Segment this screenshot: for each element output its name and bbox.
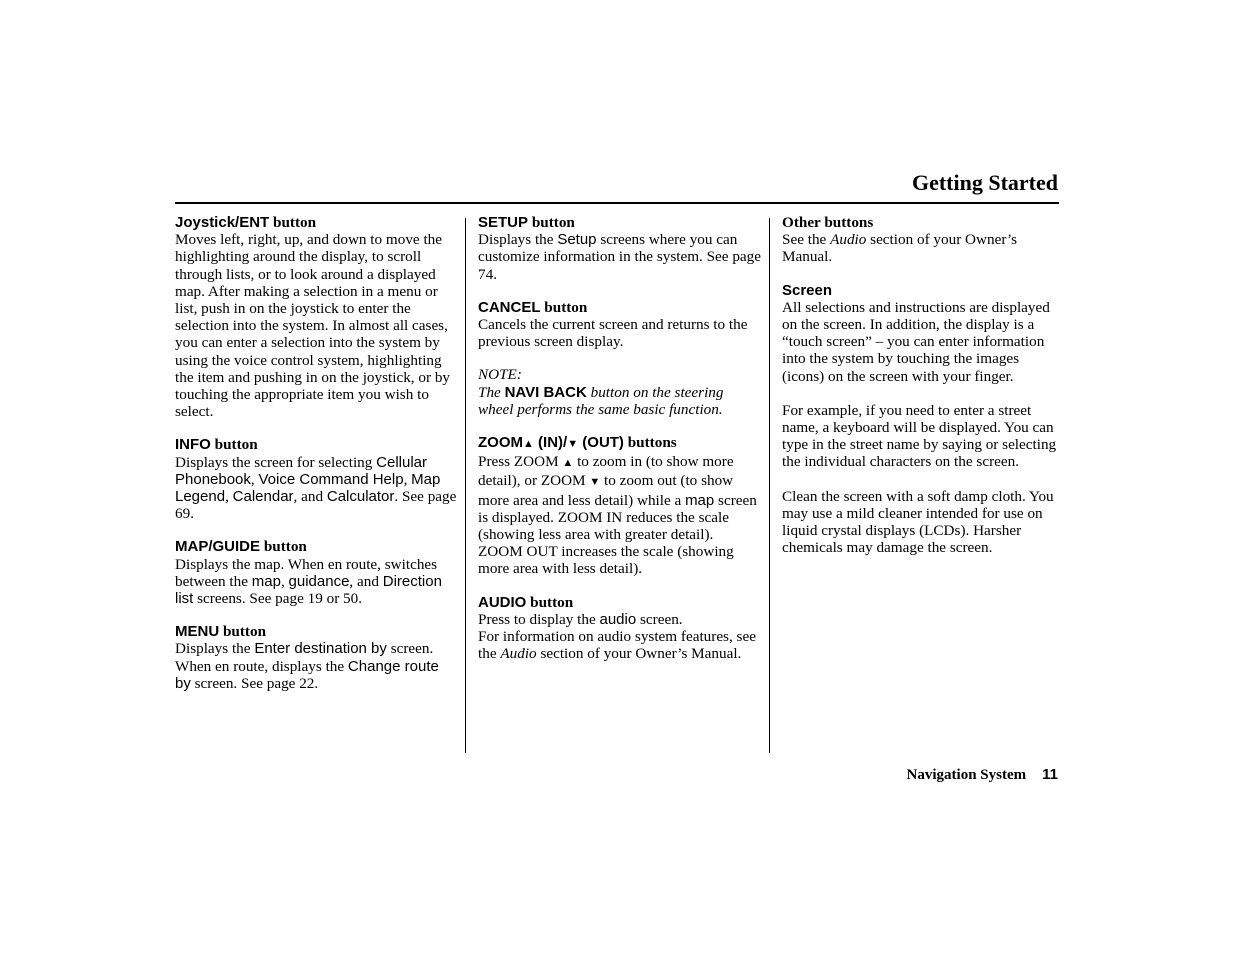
other-text-1: See the [782,231,831,249]
audio-heading [478,594,761,611]
info-suffix: button [210,436,258,454]
zoom-out-triangle-icon: ▼ [589,476,601,489]
info-item-phonebook: Cellular Phonebook [175,453,428,488]
zoom-text-4: screen is displayed. ZOOM IN reduces the scale (showing less area with greater detail). ZOOM OUT increases the scale (showing more area with less detail). [478,491,757,578]
screen-paragraph-1: All selections and instructions are displayed on the screen. In addition, the display is a “touch screen” – you can enter information into the system by touching the images (icons) on the screen with your finger. [782,298,1050,385]
menu-section [175,623,457,692]
audio-suffix: button [526,593,574,611]
joystick-suffix: button [269,214,317,231]
mapguide-text-2: , [280,572,289,590]
note-label: NOTE: [478,366,522,384]
audio-body-2 [478,628,761,662]
menu-body [175,640,457,692]
audio-item-audio: audio [599,610,637,628]
zoom-text-1: Press ZOOM [478,453,563,471]
column-1 [175,214,457,708]
info-section [175,436,457,522]
note-navi-back: NAVI BACK [504,383,587,401]
mapguide-item-map: map [251,572,281,590]
menu-item-change-route: Change route by [175,657,439,692]
zoom-down-triangle-icon: ▼ [567,438,579,451]
info-text-3: , [403,470,412,488]
cancel-heading [478,299,761,316]
screen-paragraph-2: For example, if you need to enter a street name, a keyboard will be displayed. You can type in the street name by saying or selecting the individual characters on the screen. [782,401,1057,471]
mapguide-section [175,538,457,607]
joystick-name: Joystick/ENT [175,214,270,231]
mapguide-heading [175,538,457,555]
mapguide-body [175,556,457,608]
screen-section [782,282,1062,557]
other-buttons-heading: Other buttons [782,214,874,231]
info-name: INFO [175,436,211,454]
info-text-5: , and [293,488,327,506]
audio-name: AUDIO [478,593,527,611]
mapguide-text-3: , and [349,572,383,590]
note-body [478,384,761,418]
column-2 [478,214,761,678]
setup-text-1: Displays the [478,231,558,249]
mapguide-text-4: screens. See page 19 or 50. [193,590,363,608]
info-item-calendar: Calendar [232,488,294,506]
page-title: Getting Started [911,170,1058,195]
audio-text-4: section of your Owner’s Manual. [536,645,742,663]
menu-text-3: screen. See page 22. [190,674,319,692]
info-heading [175,436,457,453]
zoom-in-triangle-icon: ▲ [562,457,574,470]
zoom-suffix: buttons [623,434,677,452]
info-text-1: Displays the screen for selecting [175,453,377,471]
zoom-up-triangle-icon: ▲ [523,438,534,451]
zoom-item-map: map [685,491,715,509]
page-number: 11 [1042,766,1058,783]
menu-item-enter-destination: Enter destination by [254,640,387,658]
setup-section [478,214,761,283]
zoom-heading [478,434,761,453]
mapguide-suffix: button [260,538,307,556]
mapguide-name: MAP/GUIDE [175,538,261,556]
mapguide-item-direction-list: Direction list [175,572,442,608]
audio-body-1 [478,611,761,628]
zoom-h3: (OUT) [578,434,624,452]
info-item-map-legend: Map Legend [175,470,441,506]
info-text-6: . See page 69. [175,488,457,523]
info-text-2: , [250,470,259,488]
info-item-calculator: Calculator [326,488,395,506]
mapguide-item-guidance: guidance [288,572,350,590]
zoom-h2: (IN)/ [533,434,568,452]
footer-label: Navigation System [906,767,1027,783]
info-body [175,454,457,523]
other-buttons-section [782,214,1062,266]
zoom-text-3: to zoom out (to show more area and less detail) while a [478,472,734,509]
menu-name: MENU [175,623,220,641]
other-text-2: section of your Owner’s Manual. [782,231,1018,266]
cancel-body: Cancels the current screen and returns to the previous screen display. [478,316,748,351]
zoom-body [478,453,761,577]
column-3 [782,214,1062,572]
mapguide-text-1: Displays the map. When en route, switches between the [175,555,438,590]
setup-body [478,231,761,283]
menu-text-1: Displays the [175,640,255,658]
note-section [478,366,761,418]
menu-text-2: screen. When en route, displays the [175,640,434,675]
cancel-suffix: button [540,298,588,316]
audio-italic-audio: Audio [500,645,537,663]
joystick-section [175,214,457,420]
audio-text-3: For information on audio system features, see the [478,628,756,663]
column-divider-1 [465,218,466,753]
title-rule [175,202,1059,204]
setup-item-setup: Setup [557,231,597,249]
audio-section [478,594,761,663]
zoom-h1: ZOOM [478,434,523,452]
info-item-voice-help: Voice Command Help [258,470,404,488]
other-italic-audio: Audio [830,231,867,249]
joystick-body: Moves left, right, up, and down to move the highlighting around the display, to scroll through lists, or to look around a displayed map. After making a selection in a menu or list, push in on the joystick to enter the selection into the system. In almost all cases, you can enter a selection into the system by using the voice control system, highlighting the item and pushing in on the joystick, or by touching the appropriate item you wish to select. [175,231,451,421]
info-text-4: , [225,488,233,506]
note-text-2: button on the steering wheel performs the same basic function. [478,383,724,418]
other-buttons-body [782,231,1062,265]
setup-name: SETUP [478,214,529,231]
note-text-1: The [478,383,505,401]
page-footer [907,766,1058,784]
audio-text-2: screen. [636,610,683,628]
zoom-section [478,434,761,578]
setup-suffix: button [528,214,575,231]
audio-text-1: Press to display the [478,610,600,628]
screen-heading: Screen [782,281,833,299]
joystick-heading [175,214,457,231]
setup-text-2: screens where you can customize information in the system. See page 74. [478,231,762,283]
zoom-text-2: to zoom in (to show more detail), or ZOOM [478,453,734,490]
menu-heading [175,623,457,640]
setup-heading [478,214,761,231]
screen-paragraph-3: Clean the screen with a soft damp cloth. You may use a mild cleaner intended for use on liquid crystal displays (LCDs). Harsher chemicals may damage the screen. [782,487,1054,557]
cancel-section [478,299,761,351]
cancel-name: CANCEL [478,298,541,316]
menu-suffix: button [219,623,267,641]
column-divider-2 [769,218,770,753]
